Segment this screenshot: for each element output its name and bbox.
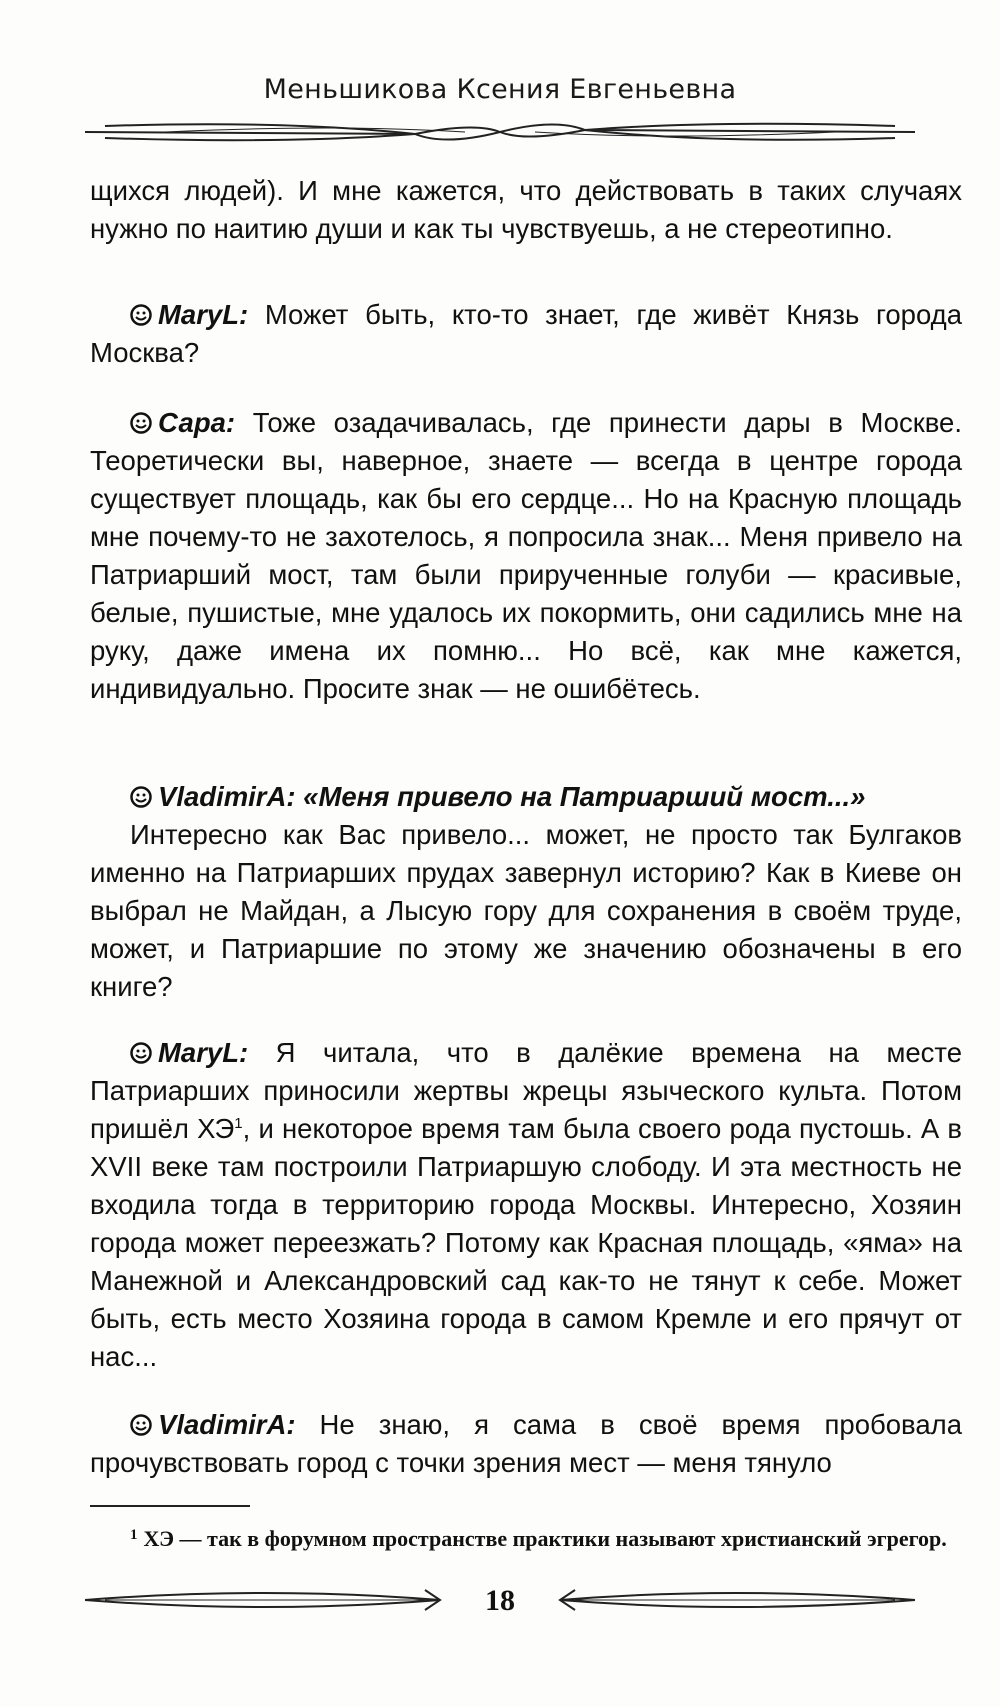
post-text: Не знаю, я сама в своё время пробовала прочувствовать город с точки зрения мест — меня тянуло [90, 1409, 962, 1478]
post-vladimira-1 [90, 778, 962, 1006]
quoted-text: «Меня привело на Патриарший мост...» [295, 781, 866, 812]
speaker-name: VladimirA: [158, 1409, 296, 1440]
footnote-mark: 1 [130, 1527, 138, 1543]
post-maryl-1 [90, 296, 962, 372]
speaker-name: MaryL: [158, 1037, 249, 1068]
paragraph-continuation: щихся людей). И мне кажется, что действовать в таких случаях нужно по наитию души и как ты чувствуешь, а не стереотипно. [90, 175, 962, 244]
post-text: Может быть, кто-то знает, где живёт Князь города Москва? [90, 299, 962, 368]
footnote [90, 1520, 962, 1554]
smiley-icon [130, 786, 152, 808]
post-sara [90, 404, 962, 708]
header-ornament [85, 112, 915, 152]
post-text-part1: Я читала, что в далёкие времена на месте Патриарших приносили жертвы жрецы языческого культа. Потом пришёл ХЭ [90, 1037, 962, 1144]
speaker-name: MaryL: [158, 299, 249, 330]
smiley-icon [130, 1414, 152, 1436]
smiley-icon [130, 412, 152, 434]
post-text: Интересно как Вас привело... может, не просто так Булгаков именно на Патриарших прудах завернул историю? Как в Киеве он выбрал не Майдан, а Лысую гору для сохранения в своём труде, может, и Патриаршие по этому же значению обозначены в его книге? [90, 819, 962, 1002]
footnote-reference: 1 [234, 1114, 243, 1132]
post-maryl-2 [90, 1034, 962, 1376]
smiley-icon [130, 304, 152, 326]
speaker-name: VladimirA: [158, 781, 296, 812]
post-text: Тоже озадачивалась, где принести дары в Москве. Теоретически вы, наверное, знаете — всегда в центре города существует площадь, как бы его сердце... Но на Красную площадь мне почему-то не захотелось, я попросила знак... Меня привело на Патриарший мост, там были прирученные голуби — красивые, белые, пушистые, мне удалось их покормить, они садились мне на руку, даже имена их помню... Но всё, как мне кажется, индивидуально. Просите знак — не ошибётесь. [90, 407, 962, 704]
post-text-part2: , и некоторое время там была своего рода пустошь. А в XVII веке там построили Патриаршую слободу. И эта местность не входила тогда в территорию города Москвы. Интересно, Хозяин города может переезжать? Потому как Красная площадь, «яма» на Манежной и Александровский сад как-то не тянут к себе. Может быть, есть место Хозяина города в самом Кремле и его прячут от нас... [90, 1113, 962, 1372]
smiley-icon [130, 1042, 152, 1064]
page-number: 18 [485, 1584, 515, 1617]
post-vladimira-2 [90, 1406, 962, 1482]
footnote-divider [90, 1505, 250, 1507]
footnote-text: ХЭ — так в форумном пространстве практики называют христианский эгрегор. [143, 1526, 947, 1551]
running-header: Меньшикова Ксения Евгеньевна [263, 74, 737, 105]
speaker-name: Сара: [158, 407, 236, 438]
